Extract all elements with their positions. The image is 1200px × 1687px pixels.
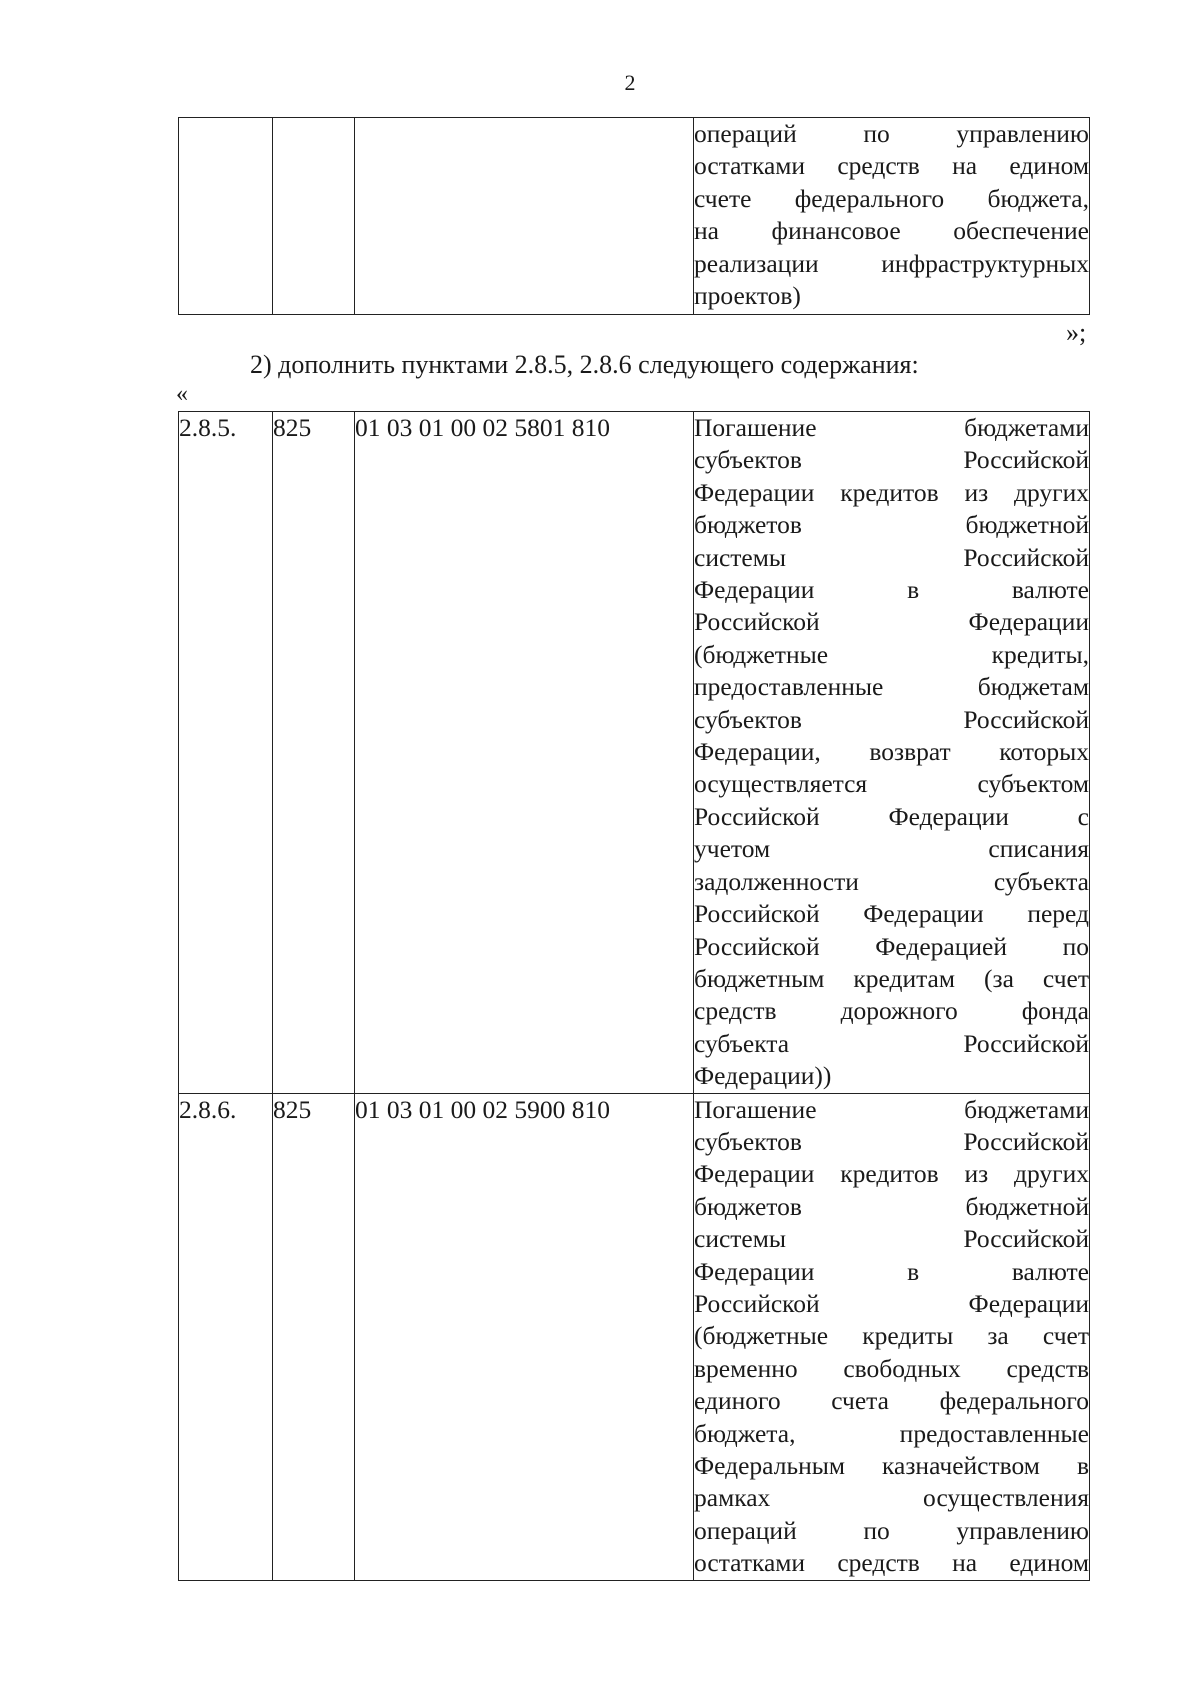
description-line: Погашение бюджетами <box>694 1094 1089 1124</box>
description-line: операций по управлению <box>694 119 1089 148</box>
description-line: (бюджетные кредиты, <box>694 639 1089 669</box>
new-items-table <box>178 411 1090 1581</box>
description-line: Российской Федерацией по <box>694 931 1089 961</box>
description-line: Российской Федерации перед <box>694 899 1089 929</box>
budget-code-cell: 01 03 01 00 02 5801 810 <box>355 412 694 1094</box>
description-line: осуществляется субъектом <box>694 769 1089 799</box>
description-line: субъектов Российской <box>694 704 1089 734</box>
description-cell <box>694 118 1090 315</box>
page-number: 2 <box>624 70 636 95</box>
description-line: временно свободных средств <box>694 1353 1089 1383</box>
description-line: Федерации, возврат которых <box>694 737 1089 767</box>
description-line: Федерации в валюте <box>694 575 1089 605</box>
description-line: Российской Федерации с <box>694 801 1089 831</box>
description-line: Федерации в валюте <box>694 1256 1089 1286</box>
description-line: субъектов Российской <box>694 445 1089 475</box>
description-line: бюджетным кредитам (за счет <box>694 963 1089 993</box>
number-cell <box>179 118 273 315</box>
description-line: средств дорожного фонда <box>694 996 1089 1026</box>
table-row <box>179 1093 1090 1580</box>
description-line: учетом списания <box>694 834 1089 864</box>
amendment-paragraph: 2) дополнить пунктами 2.8.5, 2.8.6 следующего содержания: <box>250 350 919 379</box>
description-line: Погашение бюджетами <box>694 413 1089 442</box>
description-line: бюджетов бюджетной <box>694 510 1089 540</box>
description-line: реализации инфраструктурных <box>694 248 1089 278</box>
description-line: остатками средств на едином <box>694 151 1089 181</box>
description-line: предоставленные бюджетам <box>694 672 1089 702</box>
description-cell <box>694 1093 1090 1580</box>
description-line: Федеральным казначейством в <box>694 1451 1089 1480</box>
budget-code-cell <box>355 118 694 315</box>
description-line: задолженности субъекта <box>694 866 1089 896</box>
description-line: счете федерального бюджета, <box>694 183 1089 213</box>
admin-code-cell <box>273 118 355 315</box>
table-row <box>179 412 1090 1094</box>
admin-code-cell: 825 <box>273 1093 355 1580</box>
description-line: бюджетов бюджетной <box>694 1191 1089 1221</box>
description-line: (бюджетные кредиты за счет <box>694 1321 1089 1351</box>
description-line: Федерации кредитов из других <box>694 477 1089 507</box>
number-cell: 2.8.5. <box>179 412 273 1094</box>
budget-code-cell: 01 03 01 00 02 5900 810 <box>355 1093 694 1580</box>
description-cell <box>694 412 1090 1094</box>
description-line: субъектов Российской <box>694 1126 1089 1156</box>
description-line: системы Российской <box>694 542 1089 572</box>
continued-table <box>178 117 1090 315</box>
description-line: остатками средств на едином <box>694 1548 1089 1578</box>
description-line: Российской Федерации <box>694 607 1089 637</box>
description-line: бюджета, предоставленные <box>694 1418 1089 1448</box>
closing-quote: »; <box>1066 318 1087 347</box>
description-line: Федерации)) <box>694 1061 832 1091</box>
description-line: единого счета федерального <box>694 1386 1089 1416</box>
description-line: операций по управлению <box>694 1515 1089 1545</box>
number-cell: 2.8.6. <box>179 1093 273 1580</box>
table-row <box>179 118 1090 315</box>
description-line: Федерации кредитов из других <box>694 1159 1089 1189</box>
description-line: на финансовое обеспечение <box>694 216 1089 246</box>
description-line: проектов) <box>694 281 801 311</box>
opening-quote: « <box>176 381 188 407</box>
description-line: системы Российской <box>694 1224 1089 1254</box>
description-line: Российской Федерации <box>694 1288 1089 1318</box>
description-line: рамках осуществления <box>694 1483 1089 1513</box>
description-line: субъекта Российской <box>694 1028 1089 1058</box>
admin-code-cell: 825 <box>273 412 355 1094</box>
